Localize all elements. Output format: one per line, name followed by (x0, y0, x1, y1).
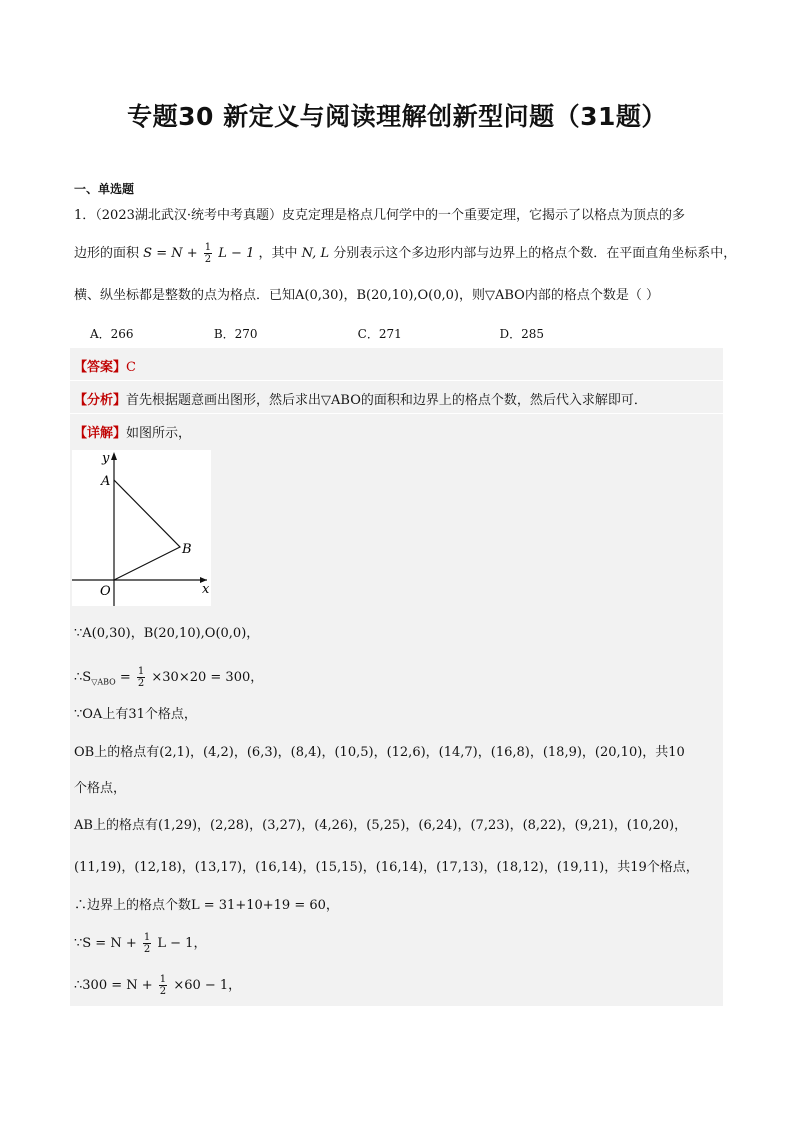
pick-formula-fraction (204, 242, 212, 265)
question-line-2-mid: ，其中 (258, 246, 298, 261)
page-title: 专题30 新定义与阅读理解创新型问题（31题） (127, 102, 667, 131)
area-line-eq: = (115, 670, 135, 685)
triangle-abo (114, 480, 180, 580)
detail-text: 如图所示， (126, 426, 192, 441)
area-line-pre: ∴S (74, 670, 92, 685)
option-c: C．271 (357, 327, 402, 341)
detail-tag: 【详解】 (74, 426, 127, 441)
variables-nl: N, L (301, 246, 330, 261)
sub-fraction-den: 2 (159, 986, 167, 997)
question-line-3: 横、纵坐标都是整数的点为格点．已知A(0,30)，B(20,10),O(0,0)，则▽ABO内部的格点个数是（ ） (74, 288, 659, 303)
pick-formula-left: S = N + (143, 246, 198, 261)
y-axis-arrow (111, 452, 117, 460)
option-a: A．266 (90, 327, 134, 341)
answer-block (70, 348, 723, 380)
x-label: x (202, 582, 210, 597)
section-heading: 一、单选题 (74, 182, 135, 196)
fraction-numerator: 1 (204, 242, 212, 253)
analysis-block (70, 381, 723, 413)
analysis-tag: 【分析】 (74, 393, 127, 408)
question-line-2 (74, 242, 736, 265)
pick-fraction (143, 932, 151, 955)
sub-fraction-num: 1 (159, 974, 167, 985)
solution-line-ob: OB上的格点有(2,1)，(4,2)，(6,3)，(8,4)，(10,5)，(12,6)，(14,7)，(16,8)，(18,9)，(20,10)，共10 (74, 745, 685, 760)
solution-line-ab-cont: (11,19)，(12,18)，(13,17)，(16,14)，(15,15)，(16,14)，(17,13)，(18,12)，(19,11)，共19个格点， (74, 860, 699, 875)
answer-options (90, 325, 590, 342)
area-fraction-den: 2 (137, 678, 145, 689)
solution-line-l: ∴边界上的格点个数L = 31+10+19 = 60， (74, 898, 339, 913)
question-line-2-post: 分别表示这个多边形内部与边界上的格点个数．在平面直角坐标系中， (333, 246, 737, 261)
solution-line-oa: ∵OA上有31个格点， (74, 707, 197, 722)
sub-line-pre: ∴300 = N + (74, 978, 153, 993)
pick-formula-right: L − 1 (218, 246, 255, 261)
pick-line-post: L − 1， (157, 936, 207, 951)
answer-tag: 【答案】 (74, 360, 127, 375)
point-o-label: O (100, 584, 111, 599)
triangle-diagram (72, 450, 211, 606)
answer-value: C (126, 360, 136, 375)
analysis-text: 首先根据题意画出图形，然后求出▽ABO的面积和边界上的格点个数，然后代入求解即可． (126, 393, 647, 408)
area-line (74, 666, 263, 692)
option-b: B．270 (213, 327, 258, 341)
option-d: D．285 (499, 327, 545, 341)
area-line-sub: ▽ABO (91, 677, 116, 687)
pick-line-pre: ∵S = N + (74, 936, 137, 951)
pick-fraction-den: 2 (143, 944, 151, 955)
area-fraction-num: 1 (137, 666, 145, 677)
area-fraction (137, 666, 145, 689)
pick-line (74, 932, 206, 955)
sub-fraction (159, 974, 167, 997)
fraction-denominator: 2 (204, 254, 212, 265)
y-label: y (102, 451, 110, 466)
solution-line-ab: AB上的格点有(1,29)，(2,28)，(3,27)，(4,26)，(5,25)，(6,24)，(7,23)，(8,22)，(9,21)，(10,20)， (74, 818, 688, 833)
pick-fraction-num: 1 (143, 932, 151, 943)
solution-line-ob-end: 个格点， (74, 781, 127, 796)
triangle-figure (72, 450, 211, 606)
area-line-post: ×30×20 = 300， (151, 670, 264, 685)
substitution-line (74, 974, 241, 997)
solution-line-1: ∵A(0,30)，B(20,10),O(0,0)， (74, 626, 260, 641)
point-b-label: B (182, 542, 192, 557)
point-a-label: A (101, 474, 111, 489)
question-line-1: 1．（2023湖北武汉·统考中考真题）皮克定理是格点几何学中的一个重要定理，它揭示了以格点为顶点的多 (74, 208, 685, 223)
sub-line-post: ×60 − 1， (173, 978, 242, 993)
question-line-2-pre: 边形的面积 (74, 246, 140, 261)
